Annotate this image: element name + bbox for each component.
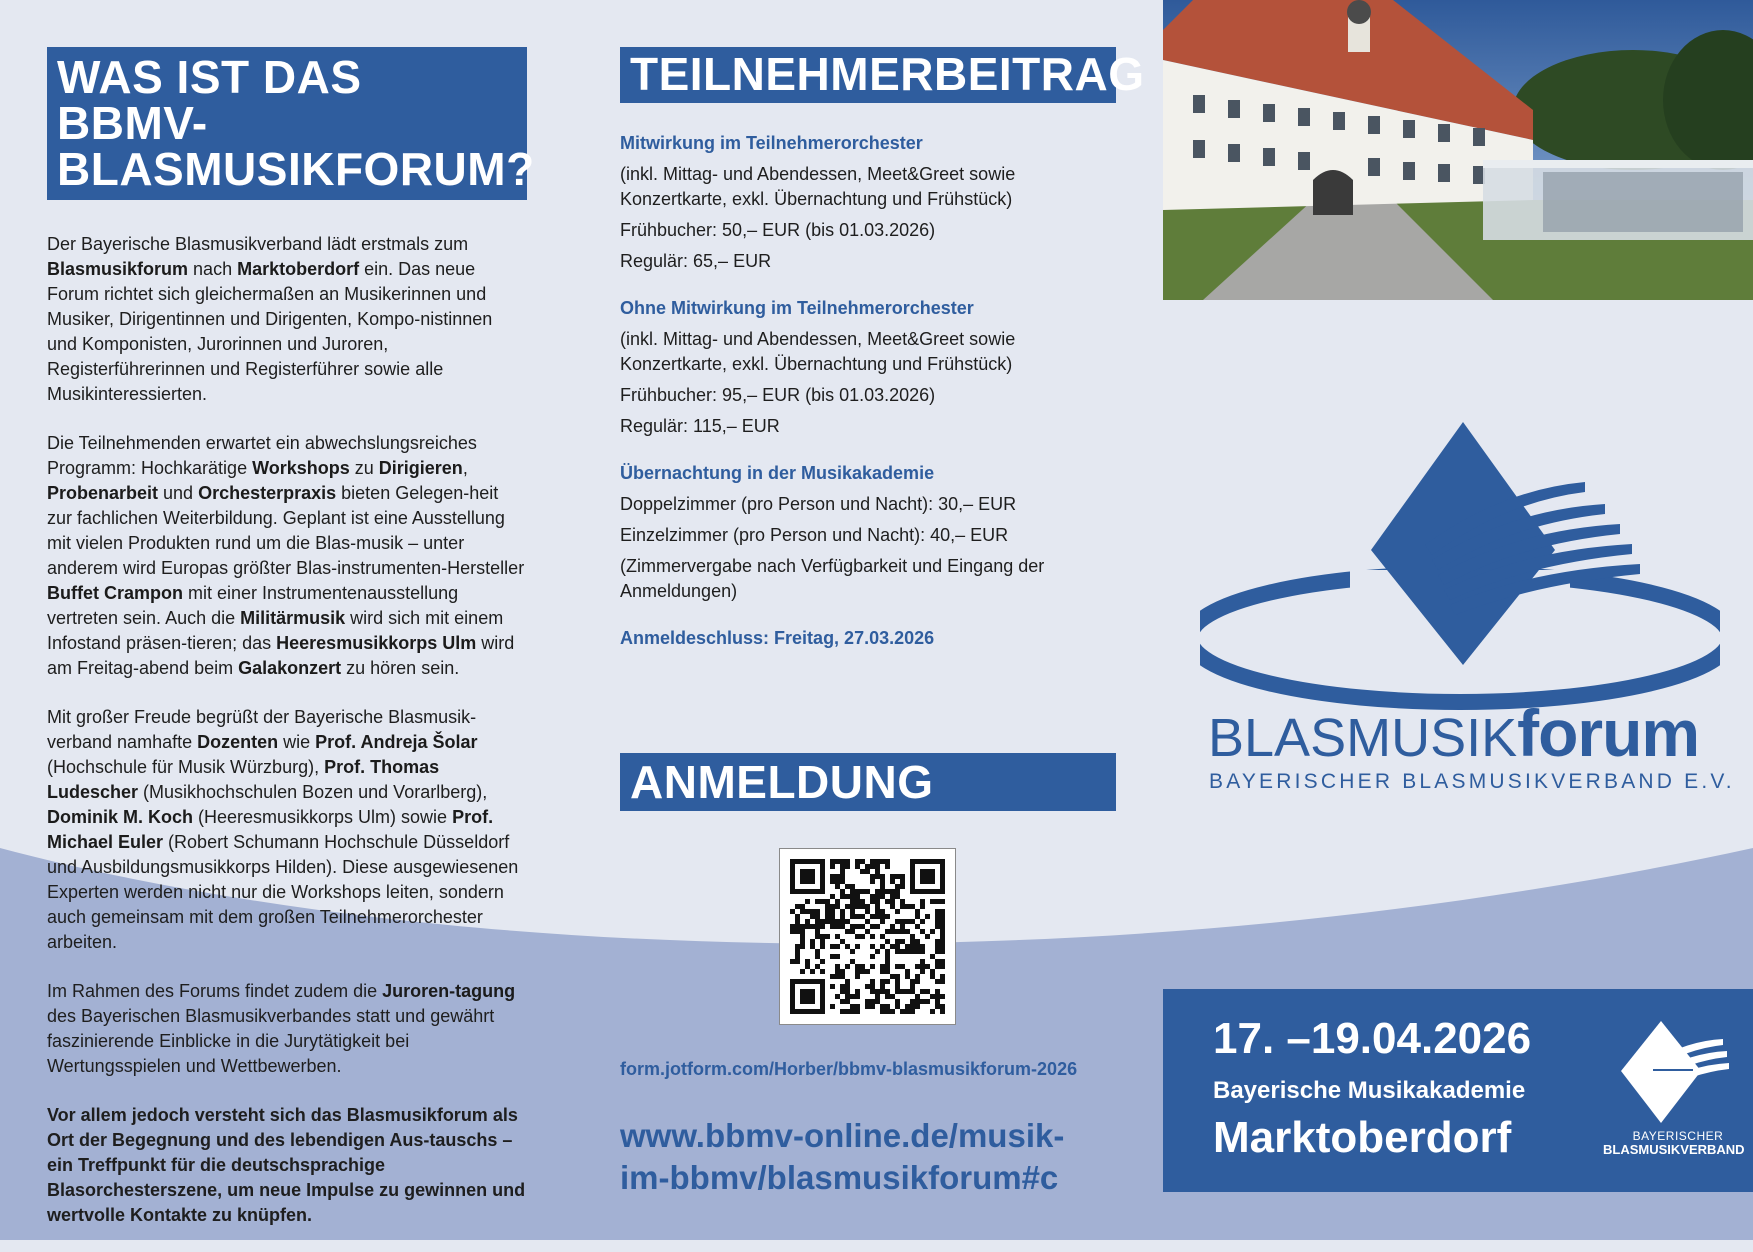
fee-early-bird: Frühbucher: 95,– EUR (bis 01.03.2026) [620, 385, 936, 405]
fee-section-title: Mitwirkung im Teilnehmerorchester [620, 133, 923, 153]
fee-note: (inkl. Mittag- und Abendessen, Meet&Greet sowie [620, 164, 1016, 184]
logo-word-bold: forum [1517, 696, 1700, 770]
registration-form-link[interactable]: form.jotform.com/Horber/bbmv-blasmusikforum-2026 [620, 1059, 1078, 1079]
qr-code-image [790, 859, 945, 1014]
fee-note: Konzertkarte, exkl. Übernachtung und Frühstück) [620, 189, 1013, 209]
bbmv-mini-logo [1603, 1019, 1745, 1169]
intro-paragraph-2: Die Teilnehmenden erwartet ein abwechslungsreiches Programm: Hochkarätige Workshops zu Dirigieren, Probenarbeit und Orchesterpraxis bieten Gelegen-heit zur fachlichen Weiterbildung. Geplant ist eine Ausstellung mit vielen Produkten rund um die Blas-musik – unter anderem wird Europas größter Blas-instrumenten-Hersteller Buffet Crampon mit einer Instrumentenausstellung vertreten sein. Auch die Militärmusik wird sich mit einem Infostand präsen-tieren; das Heeresmusikkorps Ulm wird am Freitag-abend beim Galakonzert zu hören sein. [47, 433, 525, 678]
logo-subtitle: BAYERISCHER BLASMUSIKVERBAND E.V. [1209, 770, 1735, 793]
registration-heading: ANMELDUNG [620, 753, 1116, 811]
intro-paragraph-3: Mit großer Freude begrüßt der Bayerische Blasmusik-verband namhafte Dozenten wie Prof. Andreja Šolar (Hochschule für Musik Würzburg), Prof. Thomas Ludescher (Musikhochschulen Bozen und Vorarlberg), Dominik M. Koch (Heeresmusikkorps Ulm) sowie Prof. Michael Euler (Robert Schumann Hochschule Düsseldorf und Ausbildungsmusikkorps Hilden). Diese ausgewiesenen Experten werden nicht nur die Workshops leiten, sondern auch gemeinsam mit dem großen Teilnehmerorchester arbeiten. [47, 707, 519, 952]
event-dates: 17. –19.04.2026 [1213, 1014, 1532, 1063]
event-venue: Bayerische Musikakademie [1213, 1077, 1526, 1104]
academy-photo [1163, 0, 1753, 300]
website-link[interactable] [620, 1115, 1140, 1199]
fee-note: Konzertkarte, exkl. Übernachtung und Frühstück) [620, 354, 1013, 374]
intro-heading-line2: BLASMUSIKFORUM? [57, 143, 535, 195]
fee-section-title: Ohne Mitwirkung im Teilnehmerorchester [620, 298, 974, 318]
intro-heading [47, 47, 535, 200]
logo-wordmark [1208, 696, 1700, 770]
room-note: (Zimmervergabe nach Verfügbarkeit und Eingang der [620, 556, 1045, 576]
room-note: Anmeldungen) [620, 581, 738, 601]
intro-column [47, 47, 535, 1252]
event-city: Marktoberdorf [1213, 1113, 1512, 1162]
mini-logo-line2: BLASMUSIKVERBAND [1603, 1142, 1745, 1157]
fee-early-bird: Frühbucher: 50,– EUR (bis 01.03.2026) [620, 220, 936, 240]
room-single: Einzelzimmer (pro Person und Nacht): 40,– EUR [620, 525, 1009, 545]
intro-paragraph-1: Der Bayerische Blasmusikverband lädt erstmals zum Blasmusikforum nach Marktoberdorf ein. Das neue Forum richtet sich gleichermaßen an Musikerinnen und Musiker, Dirigentinnen und Dirigenten, Kompo-nistinnen und Komponisten, Jurorinnen und Juroren, Registerführerinnen und Registerführer sowie alle Musikinteressierten. [47, 234, 493, 404]
intro-paragraph-4: Im Rahmen des Forums findet zudem die Juroren-tagung des Bayerischen Blasmusikverbandes statt und gewährt faszinierende Einblicke in die Jurytätigkeit bei Wertungsspielen und Wettbewerben. [47, 981, 516, 1076]
fee-note: (inkl. Mittag- und Abendessen, Meet&Greet sowie [620, 329, 1016, 349]
fee-regular: Regulär: 115,– EUR [620, 416, 780, 436]
registration-deadline: Anmeldeschluss: Freitag, 27.03.2026 [620, 628, 935, 648]
room-double: Doppelzimmer (pro Person und Nacht): 30,– EUR [620, 494, 1017, 514]
logo-word-light: BLASMUSIK [1208, 708, 1518, 768]
event-info-box [1163, 989, 1753, 1192]
intro-heading-line1: WAS IST DAS BBMV- [57, 51, 362, 149]
fee-section-title: Übernachtung in der Musikakademie [620, 463, 935, 483]
website-link-line2: im-bbmv/blasmusikforum#c [620, 1159, 1059, 1196]
qr-code[interactable] [779, 848, 956, 1025]
intro-paragraph-5: Vor allem jedoch versteht sich das Blasmusikforum als Ort der Begegnung und des lebendigen Aus-tauschs – ein Treffpunkt für die deutschsprachige Blasorchesterszene, um neue Impulse zu gewinnen und wertvolle Kontakte zu knüpfen. [47, 1105, 526, 1225]
fees-column [620, 47, 1145, 651]
fee-regular: Regulär: 65,– EUR [620, 251, 772, 271]
mini-logo-line1: BAYERISCHER [1632, 1129, 1724, 1143]
fees-heading: TEILNEHMERBEITRAG [620, 47, 1116, 103]
website-link-line1: www.bbmv-online.de/musik- [620, 1117, 1065, 1154]
